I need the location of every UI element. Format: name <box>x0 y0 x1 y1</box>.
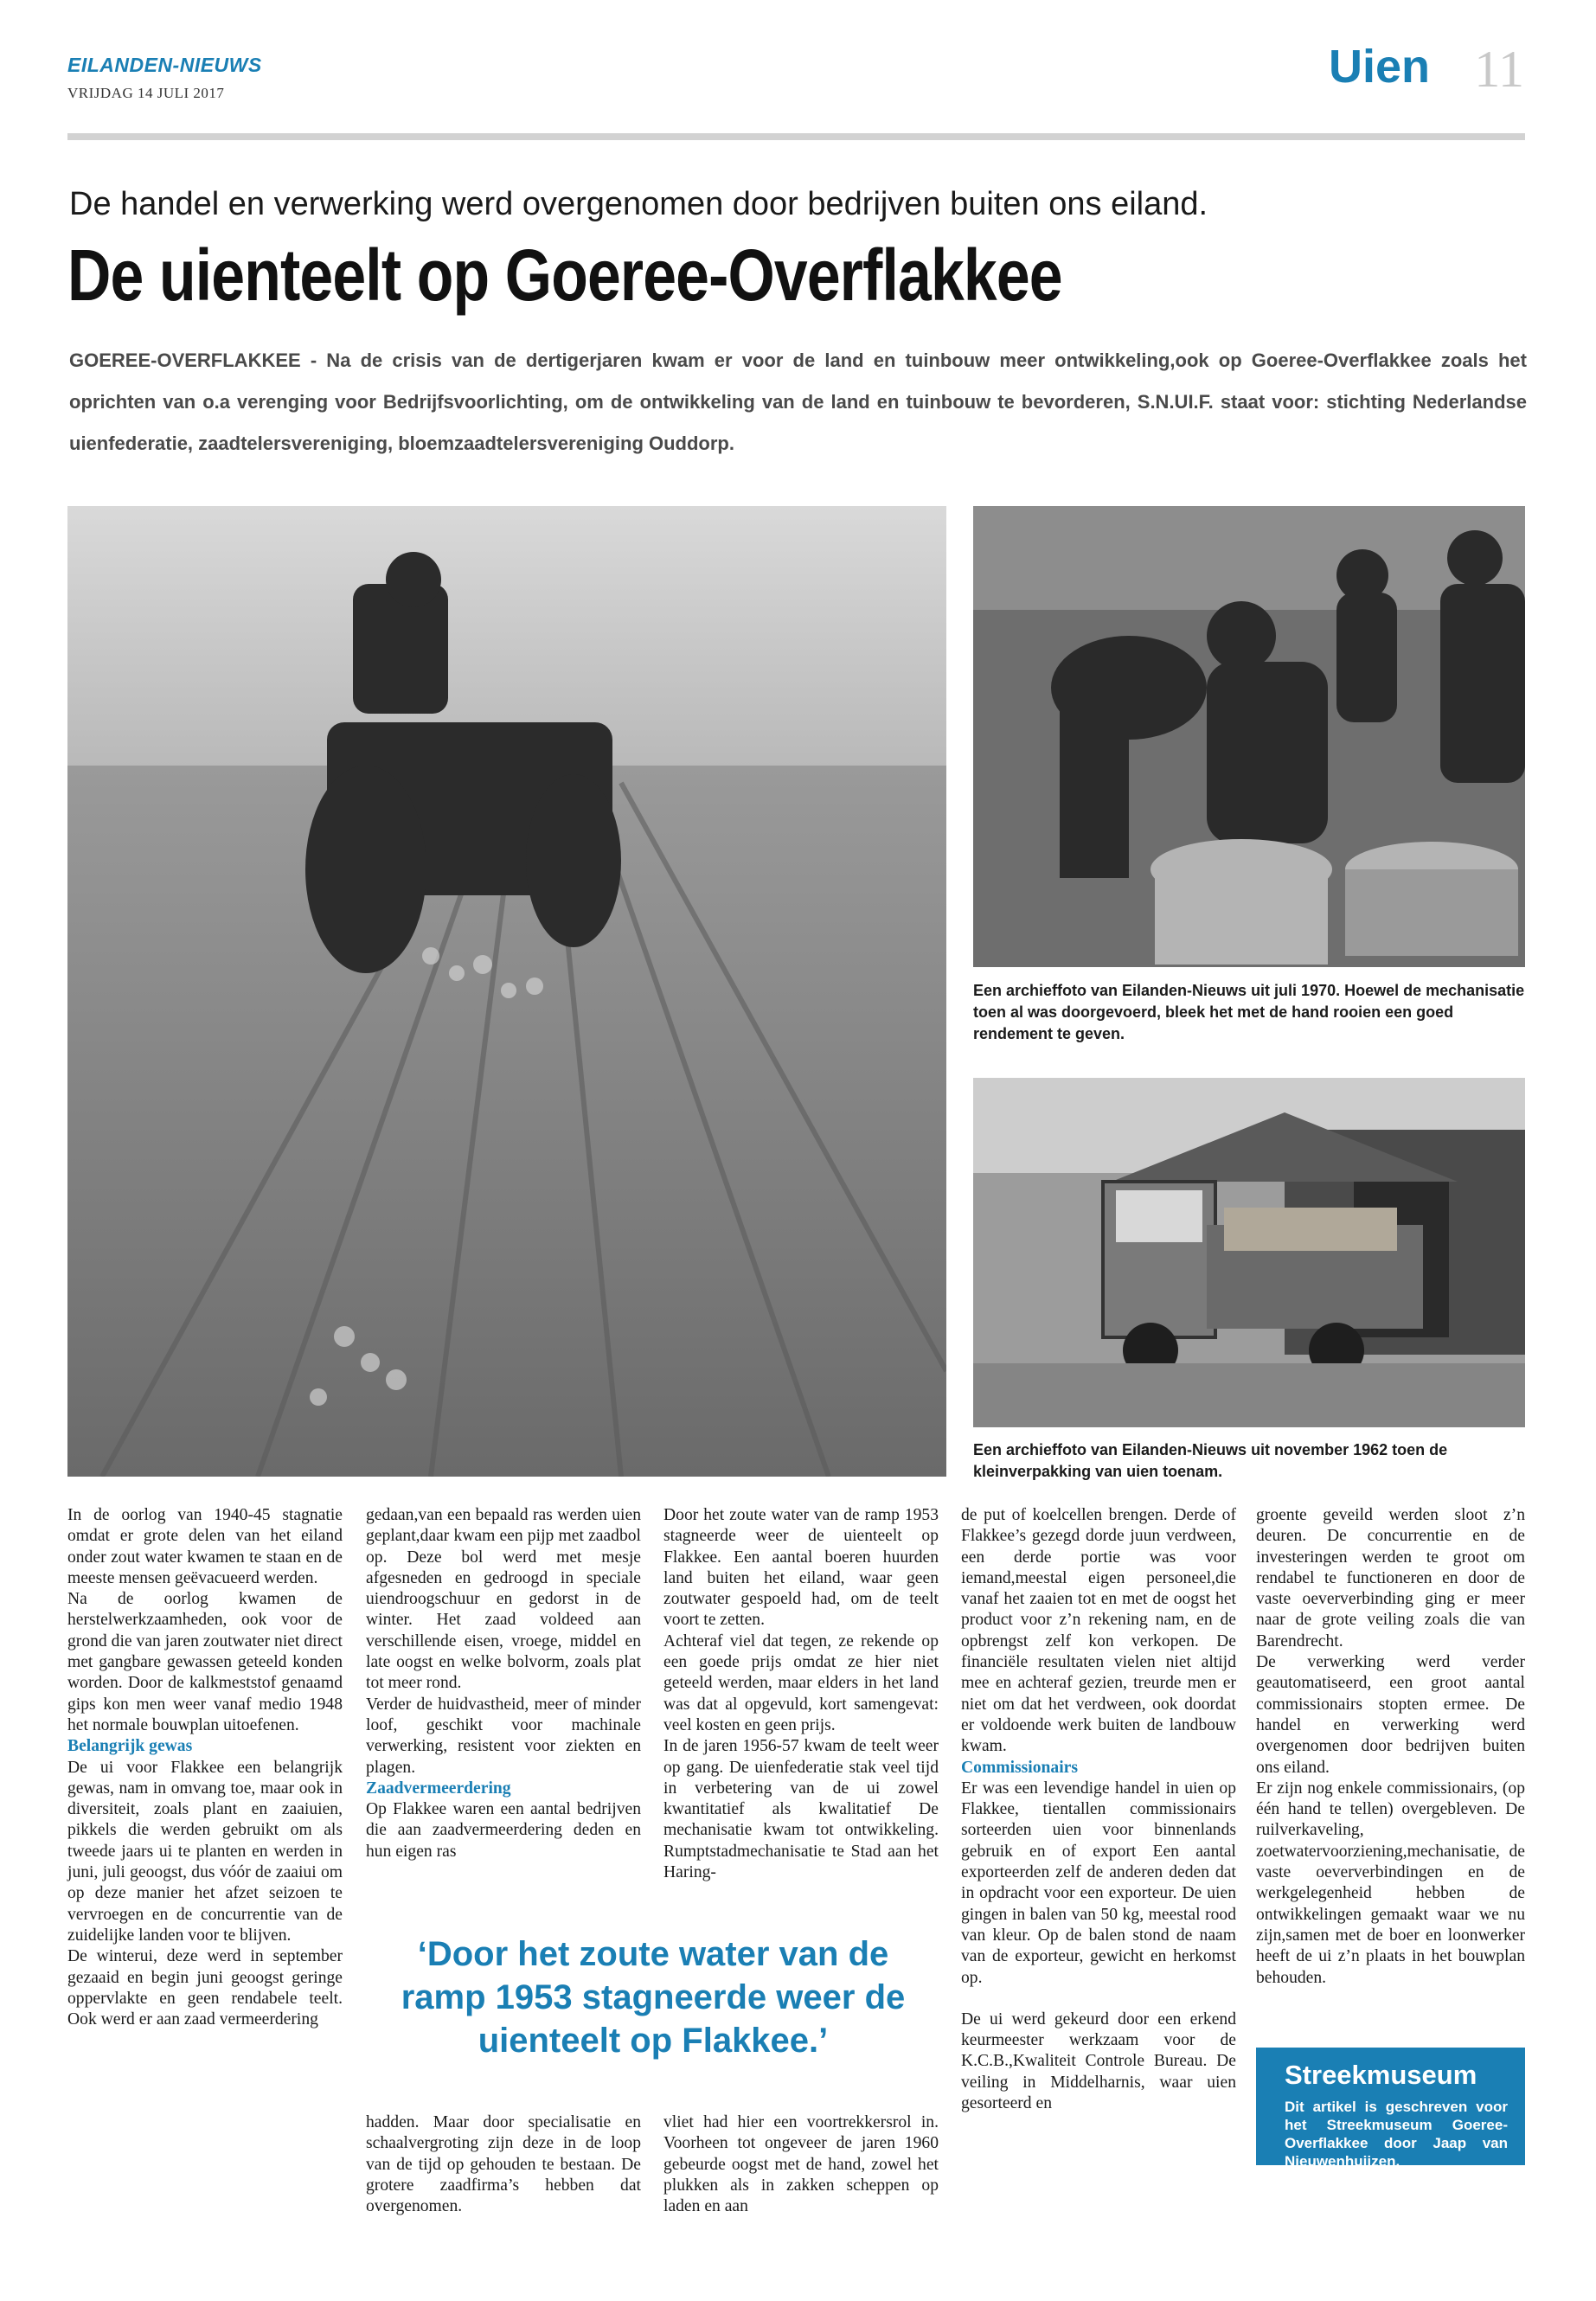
photo-workers <box>973 506 1525 967</box>
section-title: Uien <box>1328 41 1430 93</box>
paragraph: De ui voor Flakkee een belangrijk gewas, nam in omvang toe, maar ook in diversiteit, zoals plant en zaaiuien, pikkels die werden gebruikt om als tweede jaars ui te planten en werden in juni, juli geoogst, dus vóór de zaaiui om op deze manier het afzet seizoen te vervroegen en de concurrentie van de zuidelijke landen voor te blijven. <box>67 1758 343 1945</box>
photo-tractor-image <box>67 506 946 1477</box>
column-3-bottom <box>663 2112 939 2217</box>
issue-date: VRIJDAG 14 JULI 2017 <box>67 85 225 101</box>
column-1 <box>67 1505 343 2030</box>
paragraph: de put of koelcellen brengen. Derde of Flakkee’s gezegd dorde juun verdween, een derde portie was voor iemand,meestal eigen personeel,die vanaf het zaaien tot en met de oogst het product voor z’n rekening nam, en de opbrengst zelf kon verkopen. De financiële resultaten vielen niet altijd mee en achteraf gezien, treurde men er niet om dat het verdween, ook doordat er voldoende werk buiten de landbouw kwam. <box>961 1506 1236 1756</box>
streekmuseum-box <box>1256 2048 1525 2170</box>
paragraph: Er was een levendige handel in uien op Flakkee, tientallen commissionairs sorteerden uien voor binnenlands gebruik en of export Een aantal exporteerden zelf de anderen deden dat in opdracht voor een exporteur. De uien gingen in balen van 50 kg, meestal rood van kleur. Op de balen stond de naam van de exporteur, gewicht en herkomst op. <box>961 1779 1236 1987</box>
photo-truck <box>973 1078 1525 1427</box>
paragraph: groente geveild werden sloot z’n deuren. De concurrentie en de investeringen werden te groot om rendabel te functioneren en door de vaste oeververbinding ging er meer naar de grote veiling zoals die van Barendrecht. <box>1256 1506 1525 1650</box>
photo-workers-image <box>973 506 1525 967</box>
paragraph: De winterui, deze werd in september gezaaid en begin juni geoogst geringe oppervlakte en geen rendabele teelt. Ook werd er aan zaad vermeerdering <box>67 1947 343 2029</box>
paragraph: De ui werd gekeurd door een erkend keurmeester werkzaam voor de K.C.B.,Kwaliteit Controle Bureau. De veiling in Middelharnis, waar uien gesorteerd en <box>961 2009 1236 2113</box>
subheading-belangrijk-gewas: Belangrijk gewas <box>67 1737 193 1756</box>
paragraph: Na de oorlog kwamen de herstelwerkzaamheden, ook voor de grond die van jaren zoutwater niet direct met gangbare gewassen geteeld konden worden. Door de kalkmeststof genaamd gips kon men weer vanaf medio 1948 het normale bouwplan uitoefenen. <box>67 1590 343 1734</box>
column-3-top <box>663 1505 939 1883</box>
paragraph: Verder de huidvastheid, meer of minder loof, geschikt voor machinale verwerking, resistent voor ziekten en plagen. <box>366 1695 641 1777</box>
paragraph: hadden. Maar door specialisatie en schaalvergroting zijn deze in de loop van de tijd op gehouden te bestaan. De grotere zaadfirma’s hebben dat overgenomen. <box>366 2113 641 2216</box>
streekmuseum-title: Streekmuseum <box>1285 2060 1477 2090</box>
streekmuseum-body: Dit artikel is geschreven voor het Streekmuseum Goeree-Overflakkee door Jaap van Nieuwenhuijzen. <box>1285 2099 1508 2170</box>
article-headline: De uienteelt op Goeree-Overflakkee <box>67 234 1062 316</box>
photo-truck-image <box>973 1078 1525 1427</box>
header-rule <box>67 133 1525 140</box>
caption-1970: Een archieffoto van Eilanden-Nieuws uit juli 1970. Hoewel de mechanisatie toen al was doorgevoerd, bleek het met de hand rooien een goed rendement te geven. <box>973 982 1525 1042</box>
paragraph: Op Flakkee waren een aantal bedrijven die aan zaadvermeerdering deden en hun eigen ras <box>366 1800 641 1861</box>
column-5 <box>1256 1505 1525 1989</box>
paragraph: gedaan,van een bepaald ras werden uien geplant,daar kwam een pijp met zaadbol op. Deze bol werd met mesje afgesneden en gedroogd in speciale uiendroogschuur en gedorst in de winter. Het zaad voldeed aan verschillende eisen, vroege, middel en late oogst en welke bolvorm, zoals plat tot meer rond. <box>366 1506 641 1693</box>
page-number: 11 <box>1474 41 1524 98</box>
pull-quote: ‘Door het zoute water van de ramp 1953 stagneerde weer de uienteelt op Flakkee.’ <box>401 1935 906 2060</box>
caption-1962: Een archieffoto van Eilanden-Nieuws uit november 1962 toen de kleinverpakking van uien toenam. <box>973 1441 1448 1480</box>
paragraph: In de jaren 1956-57 kwam de teelt weer op gang. De uienfederatie stak veel tijd in verbetering van de ui zowel kwantitatief als kwalitatief De mechanisatie kwam tot ontwikkeling. Rumptstadmechanisatie te Stad aan het Haring- <box>663 1737 939 1882</box>
paragraph: Er zijn nog enkele commissionairs, (op één hand te tellen) overgebleven. De ruilverkaveling, zoetwatervoorziening,mechanisatie, de vaste oeververbindingen en de werkgelegenheid hebben de ontwikkelingen gemaakt waar we nu zijn,samen met de boer en loonwerker heeft de ui z’n plaats in het bouwplan behouden. <box>1256 1779 1525 1987</box>
paragraph: Achteraf viel dat tegen, ze rekende op een goede prijs omdat ze hier niet geteeld werden, maar elders in het land was dat al opgevuld, kort samengevat: veel kosten en geen prijs. <box>663 1631 939 1734</box>
paragraph: De verwerking werd verder geautomatiseerd, een groot aantal commissionairs stopten ermee. De handel en verwerking werd overgenomen door bedrijven buiten ons eiland. <box>1256 1653 1525 1777</box>
masthead: EILANDEN-NIEUWS <box>67 54 262 76</box>
column-2-top <box>366 1505 641 1862</box>
photo-tractor <box>67 506 946 1477</box>
subheading-zaadvermeerdering: Zaadvermeerdering <box>366 1779 511 1798</box>
article-intro: GOEREE-OVERFLAKKEE - Na de crisis van de dertigerjaren kwam er voor de land en tuinbouw meer ontwikkeling,ook op Goeree-Overflakkee zoals het oprichten van o.a verenging voor Bedrijfsvoorlichting, om de ontwikkeling van de land en tuinbouw te bevorderen, S.N.UI.F. staat voor: stichting Nederlandse uienfederatie, zaadtelersvereniging, bloemzaadtelersvereniging Ouddorp. <box>69 349 1527 454</box>
paragraph: vliet had hier een voortrekkersrol in. Voorheen tot ongeveer de jaren 1960 gebeurde oogst met de hand, zowel het plukken als in zakken scheppen op laden en aan <box>663 2113 939 2216</box>
column-2-bottom <box>366 2112 641 2217</box>
subheading-commissionairs: Commissionairs <box>961 1758 1078 1777</box>
paragraph: In de oorlog van 1940-45 stagnatie omdat er grote delen van het eiland onder zout water kwamen te staan en de meeste mensen geëvacueerd werden. <box>67 1506 343 1587</box>
article-kicker: De handel en verwerking werd overgenomen door bedrijven buiten ons eiland. <box>69 186 1208 222</box>
paragraph: Door het zoute water van de ramp 1953 stagneerde weer de uienteelt op Flakkee. Een aantal boeren huurden land buiten het eiland, waar geen zoutwater gespoeld had, om de teelt voort te zetten. <box>663 1506 939 1630</box>
column-4 <box>961 1505 1236 2114</box>
